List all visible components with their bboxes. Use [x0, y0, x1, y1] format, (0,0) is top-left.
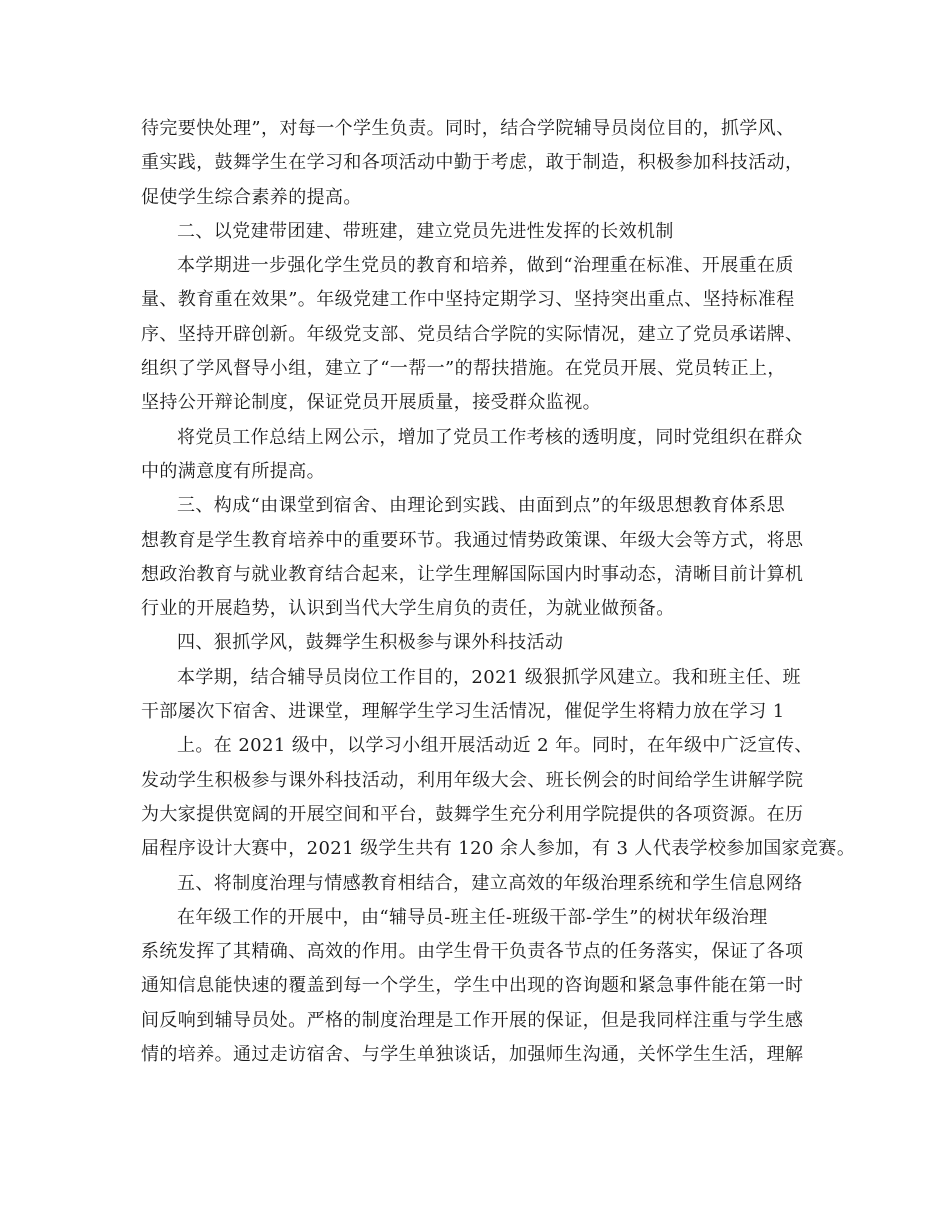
text-line: 想教育是学生教育培养中的重要环节。我通过情势政策课、年级大会等方式，将思: [141, 529, 804, 551]
text-line: 四、狠抓学风，鼓舞学生积极参与课外科技活动: [177, 632, 564, 654]
text-line: 组织了学风督导小组，建立了“一帮一”的帮扶措施。在党员开展、党员转正上，: [141, 358, 786, 380]
text-line: 待完要快处理”，对每一个学生负责。同时，结合学院辅导员岗位目的，抓学风、: [141, 118, 795, 139]
document-body: [141, 112, 856, 1072]
text-line: 本学期进一步强化学生党员的教育和培养，做到“治理重在标准、开展重在质: [177, 255, 794, 277]
section-heading-5: [141, 867, 821, 901]
text-line: 发动学生积极参与课外科技活动，利用年级大会、班长例会的时间给学生讲解学院: [141, 769, 804, 791]
section-heading-2: [141, 215, 821, 249]
text-line: 想政治教育与就业教育结合起来，让学生理解国际国内时事动态，清晰目前计算机: [141, 563, 804, 585]
paragraph-study-style: [141, 661, 821, 730]
text-line: 序、坚持开辟创新。年级党支部、党员结合学院的实际情况，建立了党员承诺牌、: [141, 323, 804, 345]
section-heading-3: [141, 489, 821, 626]
text-line: 系统发挥了其精确、高效的作用。由学生骨干负责各节点的任务落实，保证了各项: [141, 941, 804, 963]
text-line: 行业的开展趋势，认识到当代大学生肩负的责任，为就业做预备。: [141, 598, 675, 620]
section-heading-4: [141, 626, 821, 660]
text-line: 将党员工作总结上网公示，增加了党员工作考核的透明度，同时党组织在群众: [177, 426, 803, 448]
text-line: 二、以党建带团建、带班建，建立党员先进性发挥的长效机制: [177, 220, 674, 242]
text-line: 五、将制度治理与情感教育相结合，建立高效的年级治理系统和学生信息网络: [177, 872, 803, 894]
paragraph-1: [141, 112, 821, 215]
paragraph-study-groups: [141, 729, 856, 866]
text-line: 量、教育重在效果”。年级党建工作中坚持定期学习、坚持突出重点、坚持标准程: [141, 289, 795, 311]
text-line: 坚持公开辩论制度，保证党员开展质量，接受群众监视。: [141, 392, 601, 414]
paragraph-party-education: [141, 249, 821, 420]
text-line: 通知信息能快速的覆盖到每一个学生，学生中出现的咨询题和紧急事件能在第一时: [141, 975, 804, 997]
text-line: 干部屡次下宿舍、进课堂，理解学生学习生活情况，催促学生将精力放在学习 1: [141, 701, 785, 723]
paragraph-management-system: [141, 901, 821, 1072]
text-line: 重实践，鼓舞学生在学习和各项活动中勤于考虑，敢于制造，积极参加科技活动，: [141, 152, 804, 174]
text-line: 情的培养。通过走访宿舍、与学生单独谈话，加强师生沟通，关怀学生生活，理解: [141, 1044, 804, 1066]
text-line: 本学期，结合辅导员岗位工作目的，2021 级狠抓学风建立。我和班主任、班: [177, 666, 801, 688]
text-line: 间反响到辅导员处。严格的制度治理是工作开展的保证，但是我同样注重与学生感: [141, 1009, 804, 1031]
text-line: 在年级工作的开展中，由“辅导员-班主任-班级干部-学生”的树状年级治理: [177, 906, 768, 928]
paragraph-party-publicity: [141, 421, 821, 490]
text-line: 三、构成“由课堂到宿舍、由理论到实践、由面到点”的年级思想教育体系思: [177, 495, 786, 517]
text-line: 促使学生综合素养的提高。: [141, 186, 362, 208]
text-line: 中的满意度有所提高。: [141, 460, 325, 482]
text-line: 届程序设计大赛中，2021 级学生共有 120 余人参加，有 3 人代表学校参加国家竞赛。: [141, 838, 856, 860]
text-line: 为大家提供宽阔的开展空间和平台，鼓舞学生充分利用学院提供的各项资源。在历: [141, 803, 804, 825]
text-line: 上。在 2021 级中，以学习小组开展活动近 2 年。同时，在年级中广泛宣传、: [177, 735, 813, 757]
